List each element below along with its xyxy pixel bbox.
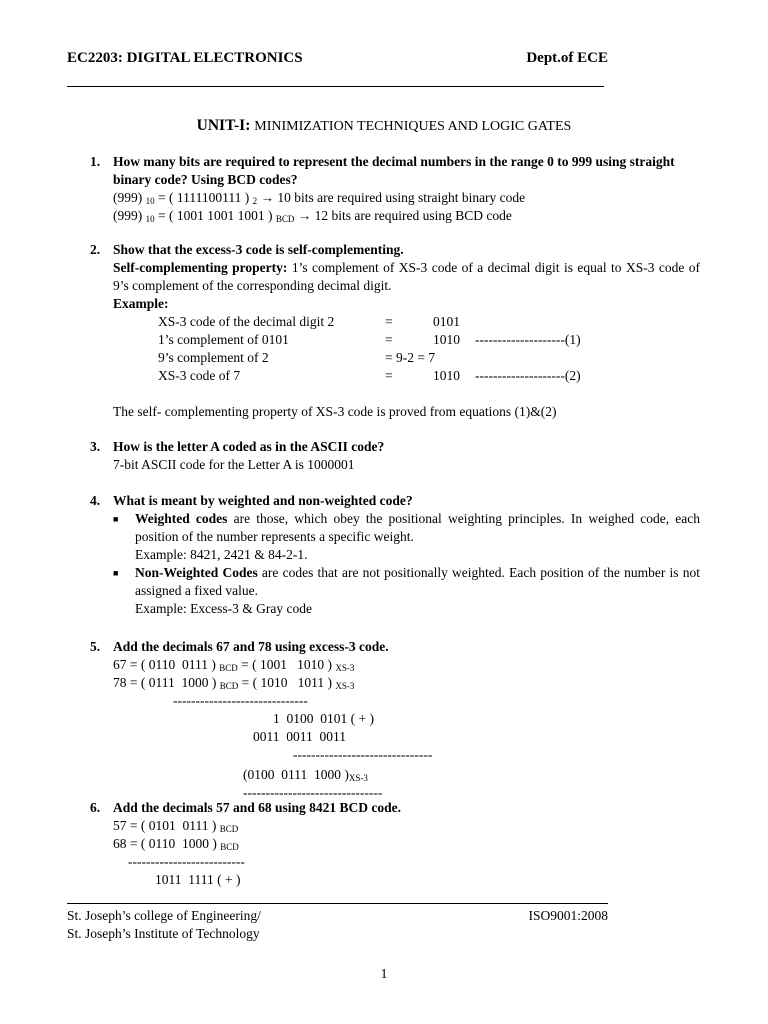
subscript: 10 — [145, 214, 155, 224]
row-label: XS-3 code of the decimal digit 2 — [158, 314, 335, 329]
bullet-text: are codes that are not positionally weighted. Each position of the number is not assigned a fixed value. — [135, 565, 700, 598]
row-label: 1’s complement of 0101 — [158, 332, 289, 347]
question-6 — [90, 799, 700, 889]
answer-text: 7-bit ASCII code for the Letter A is 1000001 — [113, 457, 355, 472]
question-1 — [90, 153, 700, 225]
example-row — [113, 367, 700, 385]
question-number: 5. — [90, 639, 101, 654]
question-number: 2. — [90, 242, 101, 257]
question-text: Add the decimals 57 and 68 using 8421 BCD code. — [113, 800, 402, 815]
subscript: BCD — [219, 681, 239, 691]
footer-iso: ISO9001:2008 — [528, 908, 608, 923]
bullet-non-weighted — [113, 564, 700, 618]
subscript: BCD — [219, 824, 239, 834]
bullet-label: Non-Weighted Codes — [135, 565, 258, 580]
answer-line — [113, 207, 700, 225]
question-text: How many bits are required to represent the decimal numbers in the range 0 to 999 using straight binary code? Using BCD codes? — [113, 154, 675, 187]
unit-heading — [0, 117, 768, 135]
bullet-example: Example: Excess-3 & Gray code — [135, 601, 312, 616]
subscript: XS-3 — [335, 663, 355, 673]
subscript: XS-3 — [335, 681, 355, 691]
answer-text: → 12 bits are required using BCD code — [297, 208, 512, 223]
bullet-icon: ■ — [113, 514, 119, 524]
bullet-text: are those, which obey the positional weighting principles. In weighed code, each position of the number represents a specific weight. — [135, 511, 701, 544]
footer-rule — [67, 903, 608, 904]
question-text: Show that the excess-3 code is self-complementing. — [113, 242, 404, 257]
subscript: 10 — [145, 196, 155, 206]
calc-line — [113, 835, 700, 853]
property-text: 1’s complement of XS-3 code of a decimal digit is equal to XS-3 code of 9’s complement of the corresponding decimal digit. — [113, 260, 701, 293]
page-number: 1 — [380, 966, 388, 981]
department: Dept.of ECE — [526, 50, 608, 66]
subscript: XS-3 — [348, 773, 368, 783]
calc-line — [113, 674, 700, 692]
row-note: --------------------(2) — [475, 368, 581, 383]
question-number: 3. — [90, 439, 101, 454]
row-note: --------------------(1) — [475, 332, 581, 347]
result-line — [113, 766, 700, 784]
divider-dashes: ------------------------------- — [243, 785, 383, 800]
course-title: EC2203: DIGITAL ELECTRONICS — [67, 50, 303, 66]
calc-line — [113, 656, 700, 674]
row-equals: = — [385, 368, 393, 383]
answer-text: (999) — [113, 190, 143, 205]
row-equals: = — [385, 332, 393, 347]
property-paragraph — [113, 259, 700, 295]
calc-text: 67 = ( 0110 0111 ) — [113, 657, 216, 672]
calc-text: (0100 0111 1000 ) — [243, 767, 349, 782]
divider-dashes: ------------------------------- — [293, 747, 433, 762]
answer-text: (999) — [113, 208, 143, 223]
sum-line: 1 0100 0101 ( + ) — [273, 711, 374, 726]
example-label: Example: — [113, 296, 169, 311]
row-label: 9’s complement of 2 — [158, 350, 269, 365]
row-value: 1010 — [433, 368, 460, 383]
sum-line: 1011 1111 ( + ) — [155, 872, 241, 887]
header-rule — [67, 86, 604, 87]
footer-institution-1: St. Joseph’s college of Engineering/ — [67, 908, 261, 923]
answer-text: = ( 1111100111 ) — [158, 190, 250, 205]
subscript: BCD — [219, 663, 238, 673]
bullet-weighted — [113, 510, 700, 564]
answer-line — [113, 189, 700, 207]
subscript: BCD — [275, 214, 295, 224]
question-text: How is the letter A coded as in the ASCII code? — [113, 439, 385, 454]
page-footer — [67, 907, 608, 943]
footer-institution-2: St. Joseph’s Institute of Technology — [67, 926, 260, 941]
divider-dashes: -------------------------- — [128, 854, 245, 869]
property-label: Self-complementing property: — [113, 260, 288, 275]
row-value: 0101 — [433, 314, 460, 329]
sum-line: 0011 0011 0011 — [253, 729, 346, 744]
question-text: What is meant by weighted and non-weighted code? — [113, 493, 413, 508]
question-text: Add the decimals 67 and 78 using excess-3 code. — [113, 639, 389, 654]
answer-text: = ( 1001 1001 1001 ) — [158, 208, 273, 223]
calc-line — [113, 817, 700, 835]
question-number: 6. — [90, 800, 101, 815]
question-5 — [90, 638, 700, 802]
row-value: 1010 — [433, 332, 460, 347]
example-row — [113, 331, 700, 349]
calc-text: = ( 1010 1011 ) — [241, 675, 332, 690]
bullet-label: Weighted codes — [135, 511, 228, 526]
calc-text: 57 = ( 0101 0111 ) — [113, 818, 217, 833]
conclusion-text: The self- complementing property of XS-3 code is proved from equations (1)&(2) — [113, 404, 557, 419]
question-4 — [90, 492, 701, 618]
answer-text: → 10 bits are required using straight binary code — [260, 190, 526, 205]
row-equals: = — [385, 314, 393, 329]
calc-text: 78 = ( 0111 1000 ) — [113, 675, 217, 690]
row-equals: = 9-2 = 7 — [385, 350, 436, 365]
page-header — [67, 50, 608, 67]
example-row — [113, 349, 700, 367]
question-2 — [90, 241, 701, 421]
unit-prefix: UNIT-I: — [196, 117, 251, 134]
bullet-example: Example: 8421, 2421 & 84-2-1. — [135, 547, 308, 562]
divider-dashes: ------------------------------ — [173, 693, 308, 708]
unit-title: MINIMIZATION TECHNIQUES AND LOGIC GATES — [254, 119, 572, 134]
question-number: 1. — [90, 154, 101, 169]
subscript: 2 — [252, 196, 258, 206]
row-label: XS-3 code of 7 — [158, 368, 241, 383]
example-row — [113, 313, 700, 331]
question-number: 4. — [90, 493, 101, 508]
bullet-icon: ■ — [113, 568, 119, 578]
calc-text: 68 = ( 0110 1000 ) — [113, 836, 217, 851]
calc-text: = ( 1001 1010 ) — [241, 657, 332, 672]
subscript: BCD — [220, 842, 239, 852]
question-3 — [90, 438, 700, 474]
